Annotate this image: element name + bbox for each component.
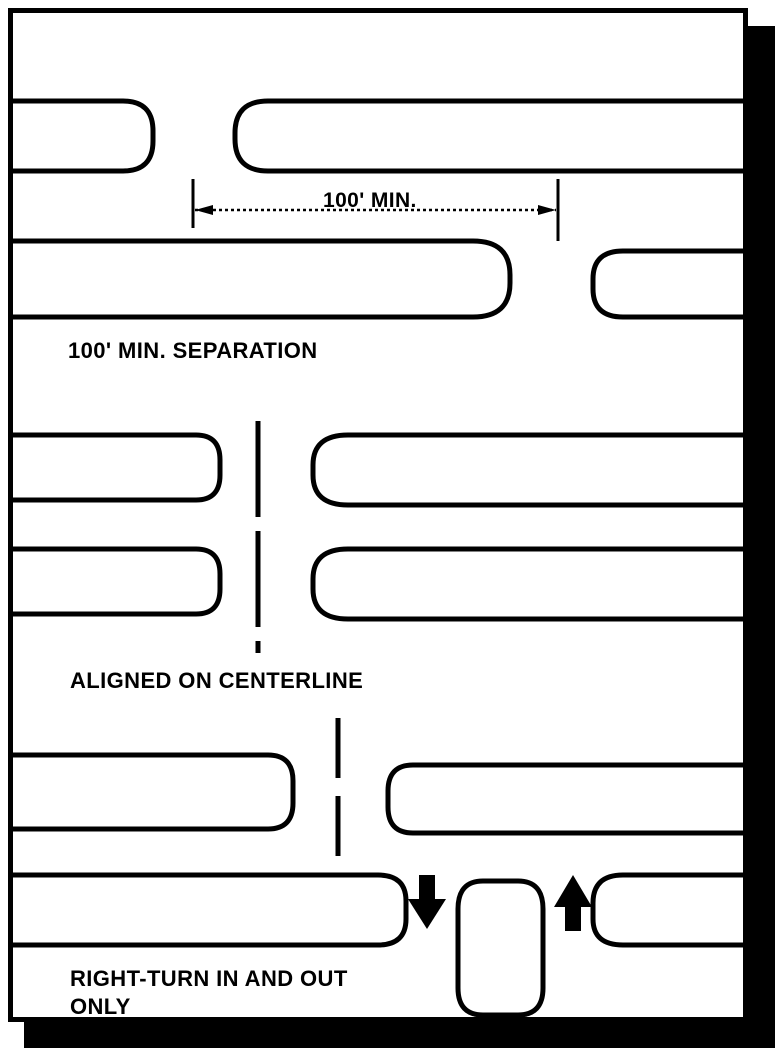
- down-arrow: [408, 875, 446, 929]
- driveway-rt-upper-left: [13, 755, 293, 829]
- dimension-label: 100' MIN.: [323, 189, 417, 212]
- driveway-second-left: [13, 241, 510, 317]
- dimension-arrowhead-right: [538, 205, 556, 215]
- dimension-arrowhead-left: [195, 205, 213, 215]
- driveway-center-upper-right: [313, 435, 743, 505]
- driveway-rt-upper-right: [388, 765, 743, 833]
- driveway-center-upper-left: [13, 435, 220, 500]
- driveway-second-right: [593, 251, 743, 317]
- driveway-rt-lower-right: [593, 875, 743, 945]
- median-island: [458, 881, 543, 1015]
- driveway-top-left: [13, 101, 153, 171]
- up-arrow: [554, 875, 592, 931]
- driveway-rt-lower-left: [13, 875, 406, 945]
- driveway-center-lower-left: [13, 549, 220, 614]
- panel-caption-centerline: ALIGNED ON CENTERLINE: [70, 668, 364, 693]
- diagram-plate: [8, 8, 748, 1022]
- driveway-center-lower-right: [313, 549, 743, 619]
- diagram-canvas: [13, 13, 743, 1017]
- driveway-top-right: [235, 101, 743, 171]
- panel-caption-right-turn: RIGHT-TURN IN AND OUT ONLY: [70, 966, 348, 1019]
- panel-caption-separation: 100' MIN. SEPARATION: [68, 338, 318, 363]
